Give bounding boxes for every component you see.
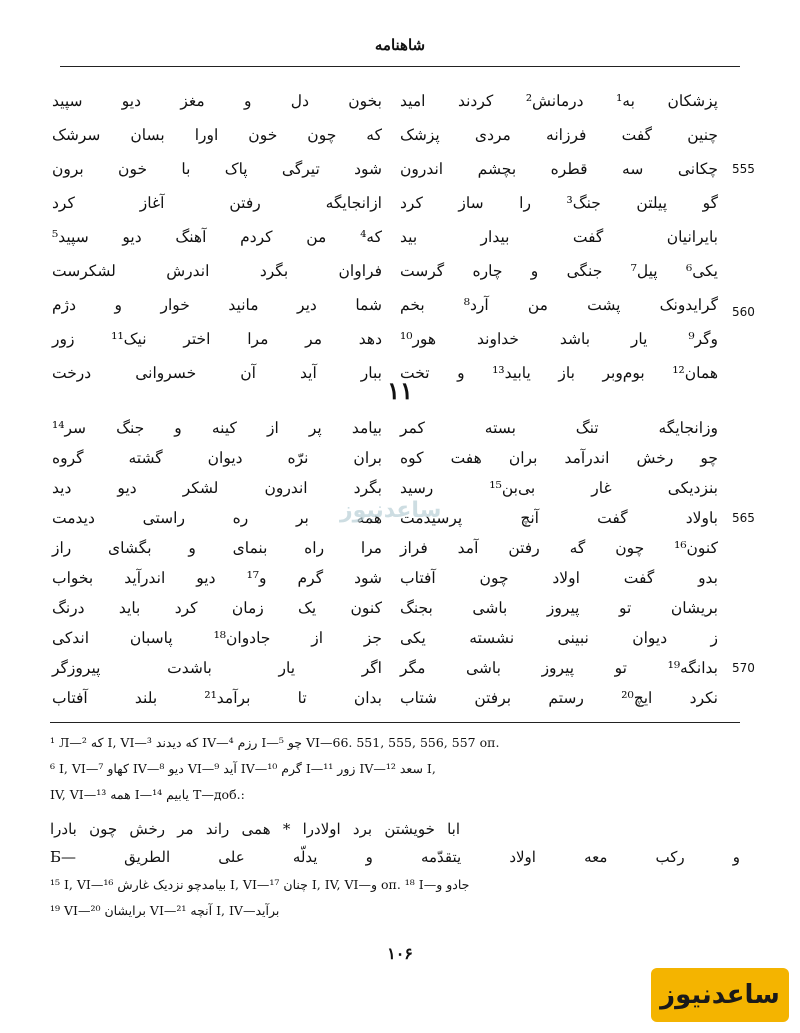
watermark: ساعدنیوز <box>340 498 442 523</box>
verse-line: شود تیرگی پاک با خون برون <box>52 160 382 178</box>
footnote-line: ابا خویشتن برد اولادرا * همی راند مر رخش چون بادرا <box>50 820 460 838</box>
verse-line: مرا راه بنمای و بگشای راز <box>52 539 382 557</box>
verse-line: بریشان تو پیروز باشی بجنگ <box>400 599 718 617</box>
line-number: 565 <box>732 511 755 525</box>
footnote-line: ⁶ I, VI—کهاو ⁷ IV—دیو ⁸ VI—آید ⁹ IV—گرم ¹⁰ I—زور ¹¹ IV—سعد ¹² I, <box>50 761 436 776</box>
verse-line: یکی⁶ پیل⁷ جنگی و چاره گرست <box>400 262 718 280</box>
verse-line: باولاد گفت آنچ پرسیدمت <box>400 509 718 527</box>
verse-line: که⁴ من کردم آهنگ دیو سپید⁵ <box>52 228 382 246</box>
verse-line: دهد مر مرا اختر نیک¹¹ زور <box>52 330 382 348</box>
verse-line: نکرد ایچ²⁰ رستم برفتن شتاب <box>400 689 718 707</box>
page-number: ۱۰۶ <box>387 944 413 963</box>
verse-line: ببار آید آن خسروانی درخت <box>52 364 382 382</box>
verse-line: ز دیوان نبینی نشسته یکی <box>400 629 718 647</box>
line-number: 555 <box>732 162 755 176</box>
header-rule <box>60 66 740 67</box>
verse-line: پزشکان به¹ درمانش² کردند امید <box>400 92 718 110</box>
verse-line: ازانجایگه رفتن آغاز کرد <box>52 194 382 212</box>
verse-line: چو رخش اندرآمد بران هفت کوه <box>400 449 718 467</box>
verse-line: وزانجایگه تنگ بسته کمر <box>400 419 718 437</box>
verse-line: که چون خون اورا بسان سرشک <box>52 126 382 144</box>
section-number: ۱۱ <box>387 376 413 405</box>
verse-line: جز از جادوان¹⁸ پاسبان اندکی <box>52 629 382 647</box>
site-logo <box>651 968 789 1022</box>
footnote-line: IV, VI—همه ¹³ I—یابیم ¹⁴ T—доб.: <box>50 787 245 802</box>
verse-line: چنین گفت فرزانه مردی پزشک <box>400 126 718 144</box>
verse-line: چکانی سه قطره بچشم اندرون <box>400 160 718 178</box>
verse-line: بایرانیان گفت بیدار بید <box>400 228 718 246</box>
footnote-line: ¹⁹ VI—برایشان ²⁰ VI—آنچه ²¹ I, IV—برآید <box>50 903 280 918</box>
footnote-line: و رکب معه اولاد یتقدّمه و یدلّه علی الطریق —Б <box>50 848 740 866</box>
verse-line: شود گرم و¹⁷ دیو اندرآید بخواب <box>52 569 383 587</box>
verse-line: بران نرّه دیوان گشته گروه <box>52 449 382 467</box>
verse-line: وگر⁹ یار باشد خداوند هور¹⁰ <box>400 330 718 348</box>
footnote-rule <box>50 722 740 723</box>
verse-line: فراوان بگرد اندرش لشکرست <box>52 262 382 280</box>
verse-line: بیامد پر از کینه و جنگ سر¹⁴ <box>52 419 382 437</box>
verse-line: بخون دل و مغز دیو سپید <box>52 92 382 110</box>
verse-line: همان¹² بوم‌وبر باز یابید¹³ و تخت <box>400 364 718 382</box>
verse-line: بدو گفت اولاد چون آفتاب <box>400 569 718 587</box>
verse-line: گرایدونک پشت من آرد⁸ بخم <box>400 296 718 314</box>
line-number: 570 <box>732 661 755 675</box>
verse-line: اگر یار باشدت پیروزگر <box>52 659 382 677</box>
verse-line: بدان تا برآمد²¹ بلند آفتاب <box>52 689 382 707</box>
verse-line: شما دیر مانید خوار و دژم <box>52 296 382 314</box>
verse-line: بگرد اندرون لشکر دیو دید <box>52 479 382 497</box>
footnote-line: ¹ Л—که ² I, VI—که دیدند ³ IV—رزم ⁴ I—چو ⁵ VI—66. 551, 555, 556, 557 оп. <box>50 735 500 750</box>
line-number: 560 <box>732 305 755 319</box>
verse-line: بدانگه¹⁹ تو پیروز باشی مگر <box>400 659 718 677</box>
verse-line: کنون¹⁶ چون گه رفتن آمد فراز <box>400 539 718 557</box>
verse-line: کنون یک زمان کرد باید درنگ <box>52 599 382 617</box>
verse-line: همه بر ره راستی دیدمت <box>52 509 382 527</box>
verse-line: گو پیلتن جنگ³ را ساز کرد <box>400 194 718 212</box>
verse-line: بنزدیکی غار بی‌بن¹⁵ رسید <box>400 479 718 497</box>
running-head: شاهنامه <box>374 36 426 54</box>
logo-text: ساعدنیوز <box>660 980 780 1010</box>
footnote-line: ¹⁵ I, VI—بیامدچو نزدیک غارش ¹⁶ I, VI—چنان ¹⁷ I, IV, VI—و оп. ¹⁸ I—جادو و <box>50 877 470 892</box>
